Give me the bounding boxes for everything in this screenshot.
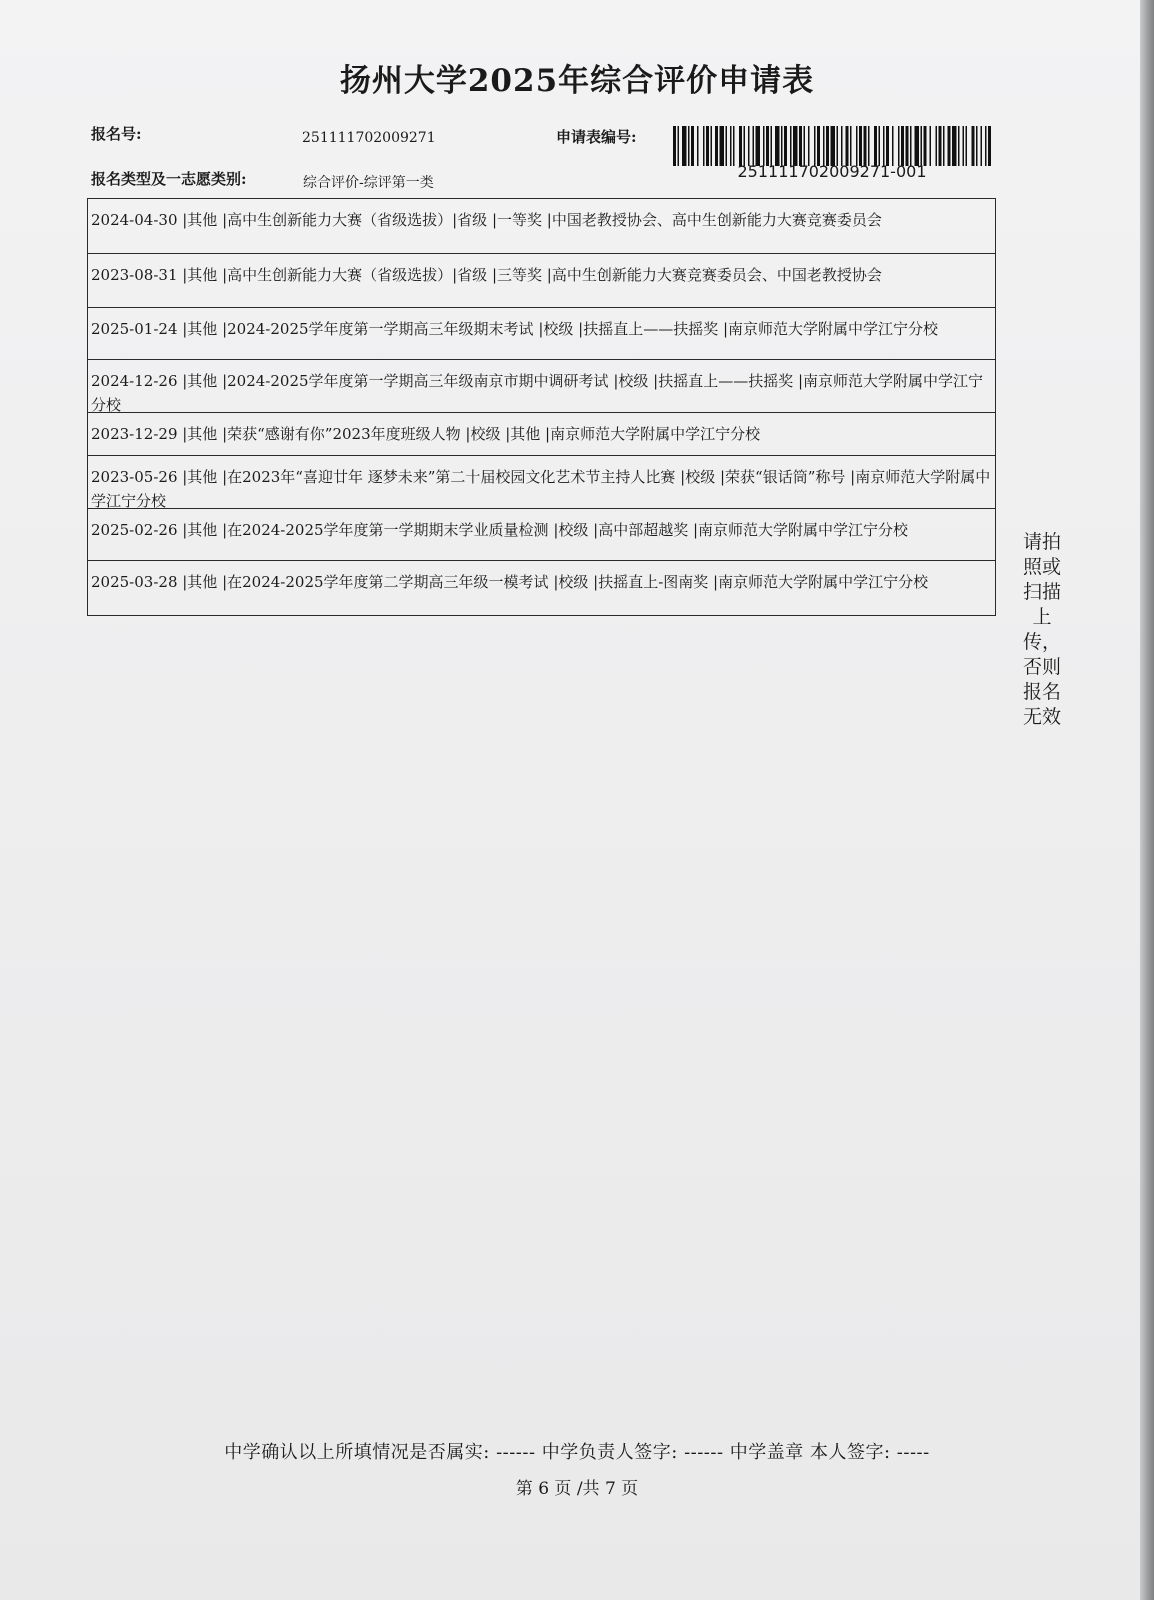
barcode-number: 251111702009271-001 — [737, 162, 927, 181]
type-value: 综合评价-综评第一类 — [303, 175, 434, 191]
reg-no-value: 251111702009271 — [302, 130, 436, 146]
award-row: 2023-12-29 |其他 |荣获“感谢有你”2023年度班级人物 |校级 |其他 |南京师范大学附属中学江宁分校 — [88, 412, 995, 455]
reg-no-label: 报名号: — [91, 125, 142, 143]
award-row: 2025-03-28 |其他 |在2024-2025学年度第二学期高三年级一模考试 |校级 |扶摇直上-图南奖 |南京师范大学附属中学江宁分校 — [88, 560, 995, 615]
award-row: 2025-02-26 |其他 |在2024-2025学年度第一学期期末学业质量检测 |校级 |高中部超越奖 |南京师范大学附属中学江宁分校 — [88, 508, 995, 560]
form-no-label: 申请表编号: — [556, 128, 637, 146]
form-title: 扬州大学2025年综合评价申请表 — [339, 63, 815, 99]
awards-table — [87, 198, 996, 616]
award-row: 2024-04-30 |其他 |高中生创新能力大赛（省级选拔）|省级 |一等奖 |中国老教授协会、高中生创新能力大赛竞赛委员会 — [91, 211, 882, 229]
barcode — [673, 126, 991, 166]
confirmation-line: 中学确认以上所填情况是否属实: ------ 中学负责人签字: ------ 中学盖章 本人签字: ----- — [224, 1442, 930, 1463]
award-row: 2023-05-26 |其他 |在2023年“喜迎廿年 逐梦未来”第二十届校园文化艺术节主持人比赛 |校级 |荣获“银话筒”称号 |南京师范大学附属中学江宁分校 — [88, 455, 995, 508]
award-row: 2025-01-24 |其他 |2024-2025学年度第一学期高三年级期末考试 |校级 |扶摇直上——扶摇奖 |南京师范大学附属中学江宁分校 — [88, 307, 995, 359]
type-label: 报名类型及一志愿类别: — [91, 170, 247, 188]
page-number: 第 6 页 /共 7 页 — [515, 1479, 639, 1499]
page-edge — [1140, 0, 1154, 1600]
award-row: 2023-08-31 |其他 |高中生创新能力大赛（省级选拔）|省级 |三等奖 |高中生创新能力大赛竞赛委员会、中国老教授协会 — [88, 253, 995, 307]
side-note: 请拍照或扫描上传，否则报名无效 — [1022, 531, 1061, 728]
award-row: 2024-12-26 |其他 |2024-2025学年度第一学期高三年级南京市期中调研考试 |校级 |扶摇直上——扶摇奖 |南京师范大学附属中学江宁分校 — [88, 359, 995, 412]
